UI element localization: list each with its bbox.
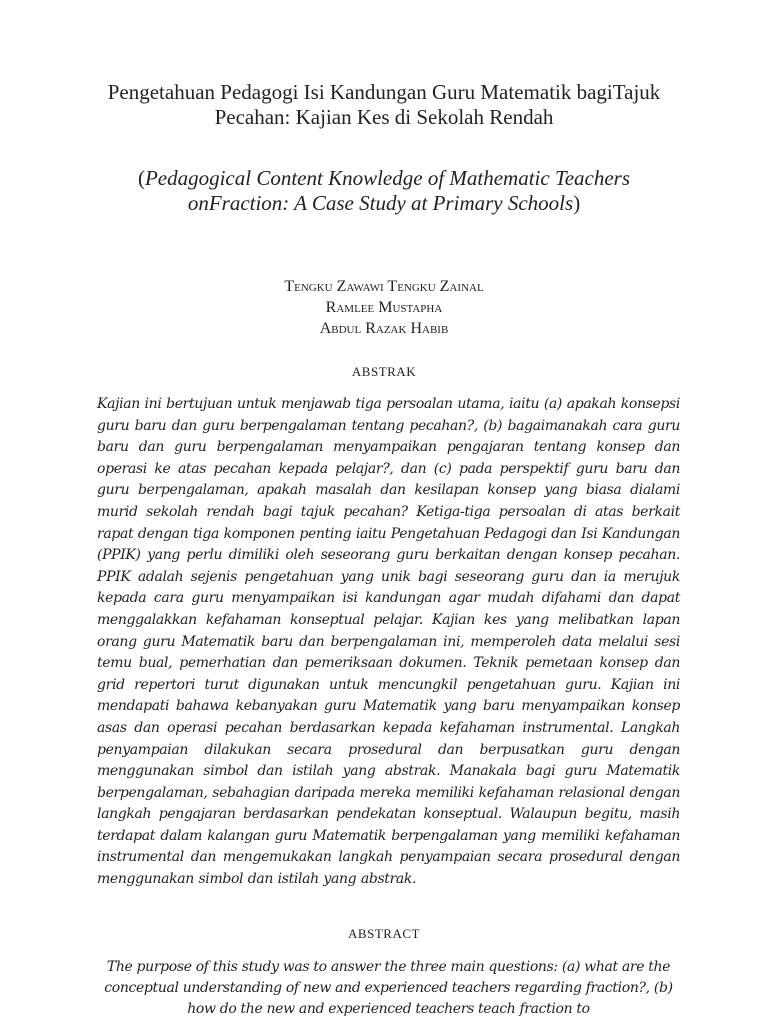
abstract-heading: ABSTRACT — [348, 926, 420, 941]
close-paren: ) — [573, 191, 581, 215]
title-malay-line-2: Pecahan: Kajian Kes di Sekolah Rendah — [214, 105, 554, 129]
title-english — [60, 166, 708, 216]
title-malay-line-1: Pengetahuan Pedagogi Isi Kandungan Guru Matematik bagiTajuk — [107, 80, 661, 104]
abstrak-body: Kajian ini bertujuan untuk menjawab tiga persoalan utama, iaitu (a) apakah konsepsi guru baru dan guru berpengalaman tentang pecahan?, (b) bagaimanakah cara guru baru dan guru berpengalaman menyampaikan pengajaran tentang konsep dan operasi ke atas pecahan kepada pelajar?, dan (c) pada perspektif guru baru dan guru berpengalaman, apakah masalah dan kesilapan konsep yang biasa dialami murid sekolah rendah bagi tajuk pecahan? Ketiga-tiga persoalan di atas berkait rapat dengan tiga komponen penting iaitu Pengetahuan Pedagogi dan Isi Kandungan (PPIK) yang perlu dimiliki oleh seseorang guru berkaitan dengan konsep pecahan. PPIK adalah sejenis pengetahuan yang unik bagi seseorang guru dan ia merujuk kepada cara guru menyampaikan isi kandungan agar mudah difahami dan dapat menggalakkan kefahaman konseptual pelajar. Kajian kes yang melibatkan lapan orang guru Matematik baru dan berpengalaman ini, memperoleh data melalui sesi temu bual, pemerhatian dan pemeriksaan dokumen. Teknik pemetaan konsep dan grid repertori turut digunakan untuk mencungkil pengetahuan guru. Kajian ini mendapati bahawa kebanyakan guru Matematik yang baru menyampaikan konsep asas dan operasi pecahan berdasarkan kepada kefahaman instrumental. Langkah penyampaian dilakukan secara prosedural dan berpusatkan guru dengan menggunakan simbol dan istilah yang abstrak. Manakala bagi guru Matematik berpengalaman, sebahagian daripada mereka memiliki kefahaman relasional dengan langkah pengajaran berdasarkan pendekatan konseptual. Walaupun begitu, masih terdapat dalam kalangan guru Matematik berpengalaman yang memiliki kefahaman instrumental dan mengemukakan langkah penyampaian secara prosedural dengan menggunakan simbol dan istilah yang abstrak. — [97, 396, 680, 888]
abstrak-heading: ABSTRAK — [351, 364, 417, 379]
title-malay — [60, 80, 708, 130]
author-list — [60, 276, 708, 339]
title-english-line-2 — [60, 191, 708, 216]
author-3: Abdul Razak Habib — [319, 320, 449, 337]
title-english-line-2-text: onFraction: A Case Study at Primary Schools — [187, 191, 574, 215]
abstract-body: The purpose of this study was to answer the three main questions: (a) what are the conceptual understanding of new and experienced teachers regarding fraction?, (b) how do the new and experienced teachers teach fraction to — [104, 959, 673, 1017]
open-paren: ( — [137, 166, 145, 190]
author-2: Ramlee Mustapha — [325, 299, 443, 316]
title-english-line-1 — [60, 166, 708, 191]
author-1: Tengku Zawawi Tengku Zainal — [284, 278, 484, 295]
title-english-line-1-text: Pedagogical Content Knowledge of Mathematic Teachers — [144, 166, 631, 190]
